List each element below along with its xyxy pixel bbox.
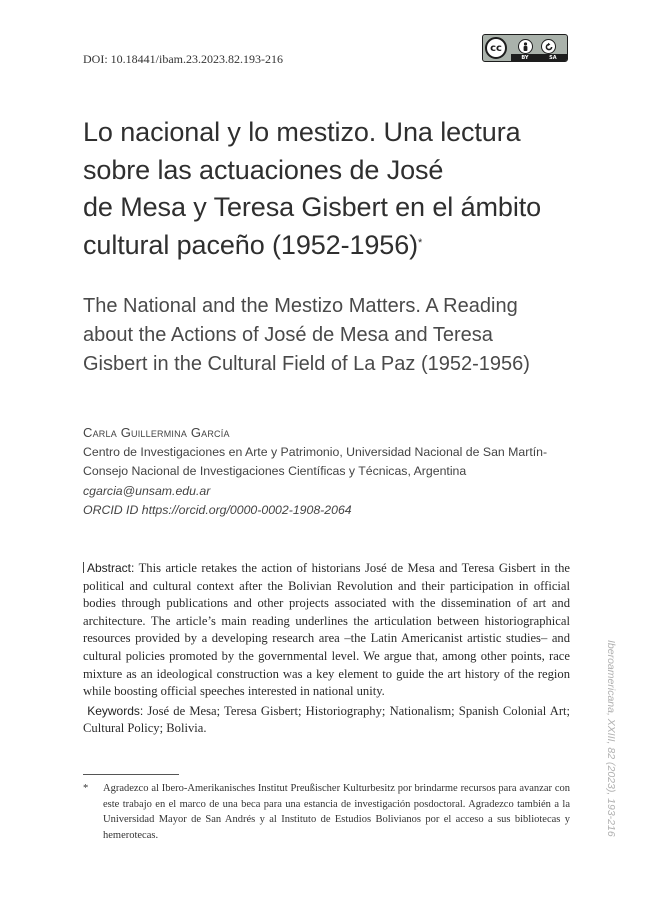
footnote-divider — [83, 774, 179, 775]
affiliation-line: Centro de Investigaciones en Arte y Patrimonio, Universidad Nacional de San Martín- — [83, 444, 548, 459]
author-name: Carla Guillermina García — [83, 425, 230, 440]
article-subtitle — [83, 292, 563, 379]
by-label: BY — [521, 54, 529, 61]
author-orcid[interactable]: ORCID ID https://orcid.org/0000-0002-1908-2064 — [83, 503, 352, 517]
subtitle-line: Gisbert in the Cultural Field of La Paz (1952-1956) — [83, 353, 530, 375]
abstract-section — [83, 560, 570, 738]
title-footnote-mark[interactable]: * — [418, 236, 423, 249]
title-line: cultural paceño (1952-1956) — [83, 229, 419, 260]
title-line: de Mesa y Teresa Gisbert en el ámbito — [83, 192, 542, 222]
subtitle-line: The National and the Mestizo Matters. A Reading — [83, 295, 518, 317]
license-labels — [511, 54, 567, 61]
abstract-marker — [83, 562, 84, 573]
journal-side-reference: Iberoamericana, XXIII, 82 (2023), 193-216 — [605, 640, 617, 837]
abstract-text: This article retakes the action of historians José de Mesa and Teresa Gisbert in the political and cultural context after the Bolivian Revolution and their participation in official bodies through publications and other projects associated with the dissemination of art and architecture. The article’s main reading underlines the articulation between historiographical resources provided by a developing research area –the Latin Americanist artistic studies– and cultural policies promoted by the governmental level. We argue that, among other points, race mixture as an ideological construction was a key element to guide the art history of the region while boosting official speeches interested in national unity. — [83, 561, 571, 699]
article-title — [83, 114, 583, 264]
keywords-paragraph — [83, 703, 570, 738]
author-email[interactable]: cgarcia@unsam.edu.ar — [83, 483, 211, 498]
affiliation-line: Consejo Nacional de Investigaciones Científicas y Técnicas, Argentina — [83, 464, 467, 478]
person-icon — [518, 39, 533, 54]
footnote — [83, 781, 570, 843]
title-line: sobre las actuaciones de José — [83, 154, 444, 185]
abstract-paragraph — [83, 560, 570, 701]
subtitle-line: about the Actions of José de Mesa and Teresa — [83, 324, 493, 346]
sa-label: SA — [549, 54, 557, 61]
share-alike-icon — [541, 39, 556, 54]
footnote-text: Agradezco al Ibero-Amerikanisches Institut Preußischer Kulturbesitz por brindarme recursos para avanzar con este trabajo en el marco de una beca para una estancia de investigación posdoctoral. Agradezco también a la Universidad Mayor de San Andrés y al Instituto de Estudios Bolivianos por el acceso a sus bibliotecas y hemerotecas. — [103, 783, 570, 841]
footnote-mark: * — [83, 783, 89, 794]
author-block — [83, 423, 583, 521]
doi: DOI: 10.18441/ibam.23.2023.82.193-216 — [83, 52, 283, 66]
keywords-text: José de Mesa; Teresa Gisbert; Historiography; Nationalism; Spanish Colonial Art; Cultural Policy; Bolivia. — [83, 703, 571, 736]
abstract-label: Abstract: — [87, 561, 135, 575]
keywords-label: Keywords: — [87, 703, 144, 718]
title-line: Lo nacional y lo mestizo. Una lectura — [83, 117, 521, 147]
cc-icon: cc — [485, 37, 507, 59]
cc-by-sa-license-badge[interactable] — [482, 34, 568, 62]
